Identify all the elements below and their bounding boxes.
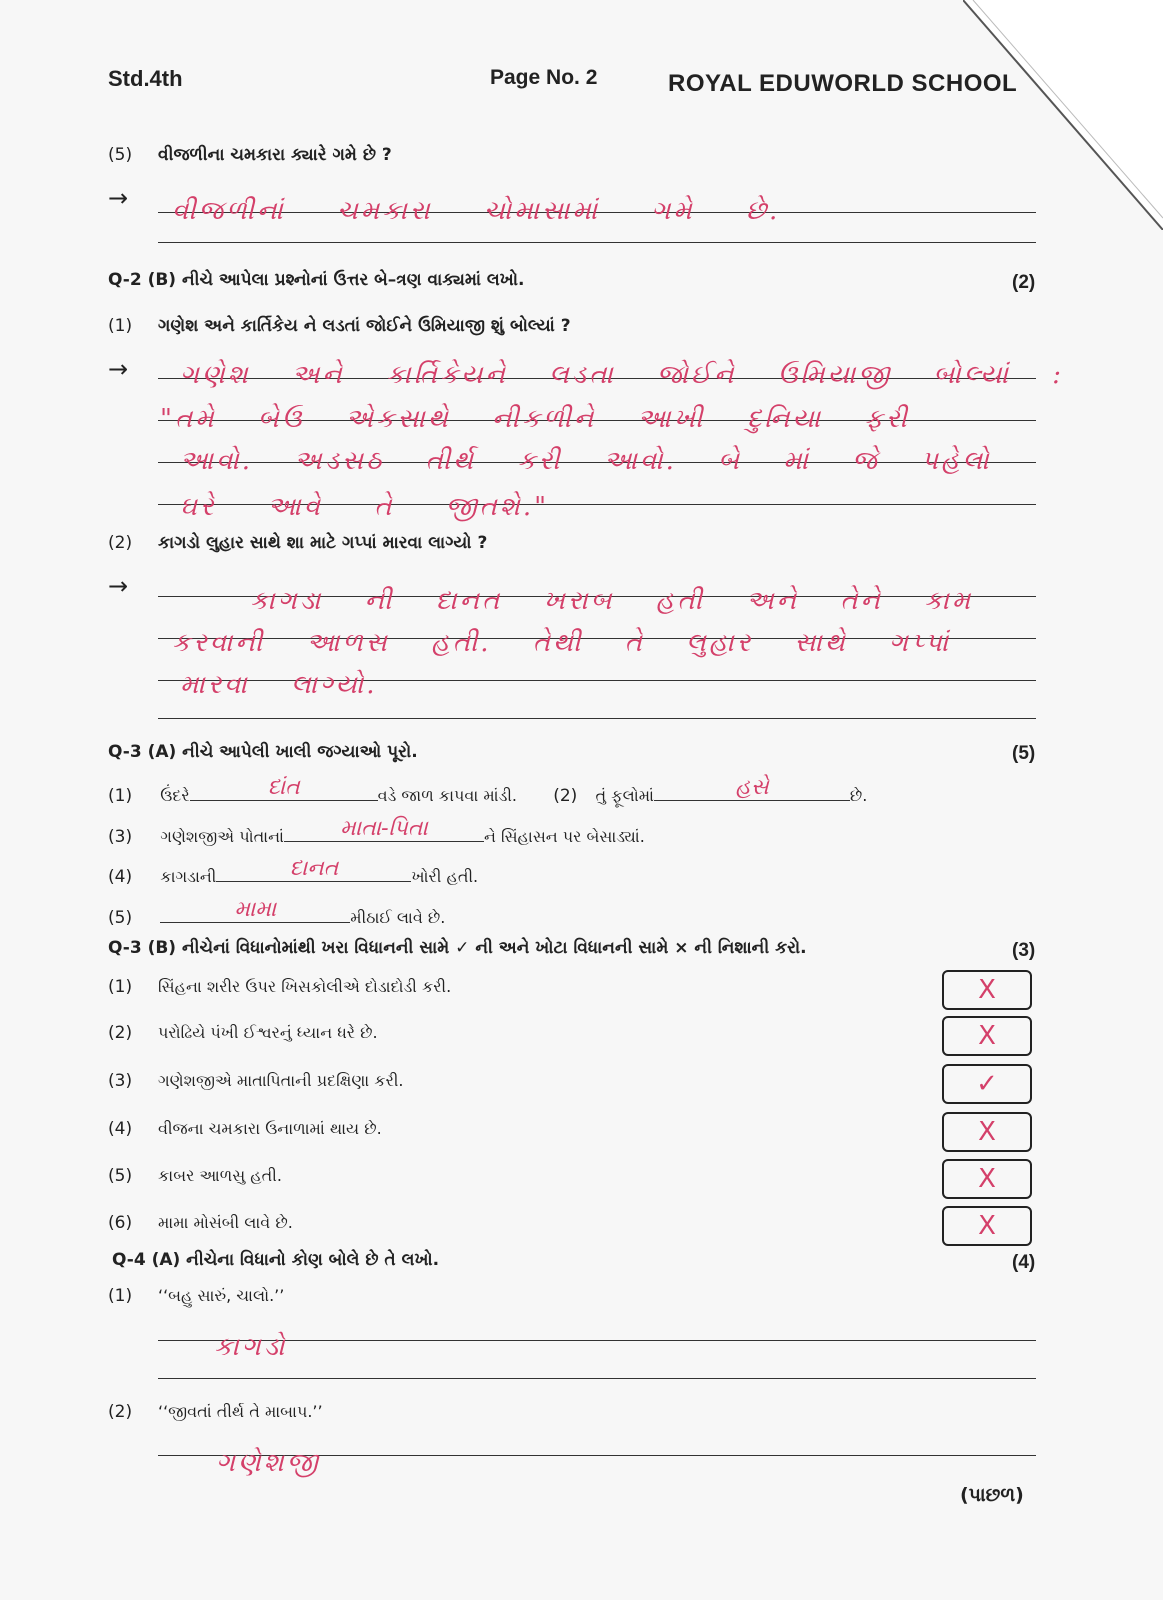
cross-mark: X (978, 975, 996, 1005)
handwritten-answer-line: કરવાની આળસ હતી. તેથી તે લુહાર સાથે ગપ્પાં (172, 628, 952, 658)
school-name: ROYAL EDUWORLD SCHOOL (668, 70, 1018, 97)
blank (284, 816, 484, 842)
answer-box (942, 970, 1032, 1010)
statement-number: (4) (108, 1119, 133, 1139)
quote-text: ‘‘બહુ સારું, ચાલો.’’ (158, 1286, 285, 1305)
statement-text: મામા મોસંબી લાવે છે. (158, 1213, 293, 1232)
answer-arrow: → (108, 572, 129, 600)
fill-blank-row (108, 775, 868, 806)
sentence-end: ને સિંહાસન પર બેસાડ્યાં. (483, 827, 645, 846)
folded-corner (963, 0, 1163, 230)
section-title: Q-2 (B) નીચે આપેલા પ્રશ્નોનાં ઉત્તર બે–ત્રણ વાક્યમાં લખો. (108, 270, 525, 290)
answer-box (942, 1112, 1032, 1152)
sentence-end: ખોરી હતી. (411, 867, 479, 886)
tick-mark: ✓ (976, 1069, 998, 1099)
question-text: ગણેશ અને કાર્તિકેય ને લડતાં જોઈને ઉમિયાજી શું બોલ્યાં ? (158, 316, 571, 336)
blank (654, 775, 850, 801)
blank (160, 897, 350, 923)
handwritten-answer-line: ઘરે આવે તે જીતશે." (180, 492, 550, 522)
answer-line (158, 242, 1036, 243)
filled-answer: મામા (234, 897, 277, 922)
handwritten-answer-line: મારવા લાગ્યો. (180, 670, 378, 700)
question-number: (4) (108, 867, 133, 887)
statement-number: (6) (108, 1213, 133, 1233)
statement-text: કાબર આળસુ હતી. (158, 1166, 282, 1185)
question-number: (3) (108, 827, 133, 847)
fill-blank-row (108, 897, 446, 928)
continue-overleaf: (પાછળ) (960, 1484, 1024, 1506)
answer-arrow: → (108, 184, 129, 212)
handwritten-answer-line: "તમે બેઉ એકસાથે નીકળીને આખી દુનિયા ફરી (160, 404, 910, 434)
handwritten-answer: વીજળીનાં ચમકારા ચોમાસામાં ગમે છે. (172, 196, 781, 226)
question-text: કાગડો લુહાર સાથે શા માટે ગપ્પાં મારવા લાગ્યો ? (158, 533, 488, 553)
answer-line (158, 1378, 1036, 1379)
statement-number: (2) (108, 1023, 133, 1043)
statement-number: (3) (108, 1071, 133, 1091)
answer-box (942, 1159, 1032, 1199)
answer-arrow: → (108, 355, 129, 383)
question-number: (2) (553, 786, 578, 806)
handwritten-answer-line: ગણેશ અને કાર્તિકેયને લડતા જોઈને ઉમિયાજી બોલ્યાં : (180, 360, 1064, 390)
question-number: (5) (108, 145, 133, 165)
section-title: Q-3 (A) નીચે આપેલી ખાલી જગ્યાઓ પૂરો. (108, 742, 418, 762)
filled-answer: માતા-પિતા (340, 816, 428, 841)
sentence-start: ગણેશજીએ પોતાનાં (160, 827, 284, 846)
section-marks: (4) (1012, 1252, 1036, 1273)
quote-text: ‘‘જીવતાં તીર્થ તે માબાપ.’’ (158, 1402, 323, 1421)
answer-box (942, 1016, 1032, 1056)
statement-number: (5) (108, 1166, 133, 1186)
section-marks: (5) (1012, 743, 1036, 764)
blank (190, 775, 378, 801)
question-number: (1) (108, 1286, 133, 1306)
statement-text: પરોઢિયે પંખી ઈશ્વરનું ધ્યાન ધરે છે. (158, 1023, 378, 1042)
statement-text: સિંહના શરીર ઉપર ખિસકોલીએ દોડાદોડી કરી. (158, 977, 452, 996)
sentence-start: તું ફૂલોમાં (595, 786, 654, 805)
question-number: (5) (108, 908, 133, 928)
fill-blank-row (108, 856, 479, 887)
cross-mark: X (978, 1211, 996, 1241)
section-marks: (3) (1012, 940, 1036, 961)
statement-number: (1) (108, 977, 133, 997)
answer-line (158, 718, 1036, 719)
handwritten-answer: ગણેશજી (216, 1448, 321, 1478)
question-number: (2) (108, 1402, 133, 1422)
answer-line (158, 1340, 1036, 1341)
section-title: Q-4 (A) નીચેના વિધાનો કોણ બોલે છે તે લખો. (112, 1250, 440, 1270)
sentence-end: છે. (849, 786, 868, 805)
question-number: (1) (108, 786, 133, 806)
statement-text: ગણેશજીએ માતાપિતાની પ્રદક્ષિણા કરી. (158, 1071, 404, 1090)
filled-answer: દાંત (267, 775, 300, 800)
sentence-start: ઉંદરે (160, 786, 190, 805)
cross-mark: X (978, 1021, 996, 1051)
statement-text: વીજના ચમકારા ઉનાળામાં થાય છે. (158, 1119, 382, 1138)
fill-blank-row (108, 816, 645, 847)
standard-label: Std.4th (108, 66, 183, 91)
section-title: Q-3 (B) નીચેનાં વિધાનોમાંથી ખરા વિધાનની સામે ✓ ની અને ખોટા વિધાનની સામે × ની નિશાની કરો. (108, 938, 807, 958)
sentence-end: વડે જાળ કાપવા માંડી. (377, 786, 518, 805)
cross-mark: X (978, 1117, 996, 1147)
sentence-end: મીઠાઈ લાવે છે. (350, 908, 446, 927)
handwritten-answer-line: કાગડા ની દાનત ખરાબ હતી અને તેને કામ (250, 586, 974, 616)
sentence-start: કાગડાની (160, 867, 217, 886)
question-number: (2) (108, 533, 133, 553)
filled-answer: દાનત (289, 856, 339, 881)
question-text: વીજળીના ચમકારા ક્યારે ગમે છે ? (158, 145, 392, 165)
answer-box (942, 1064, 1032, 1104)
section-marks: (2) (1012, 272, 1036, 293)
page-number: Page No. 2 (490, 66, 598, 89)
handwritten-answer-line: આવો. અડસઠ તીર્થ કરી આવો. બે માં જે પહેલો (180, 446, 992, 476)
blank (216, 856, 411, 882)
answer-box (942, 1206, 1032, 1246)
cross-mark: X (978, 1164, 996, 1194)
filled-answer: હસે (735, 775, 769, 800)
question-number: (1) (108, 316, 133, 336)
handwritten-answer: કાગડો (214, 1332, 288, 1362)
